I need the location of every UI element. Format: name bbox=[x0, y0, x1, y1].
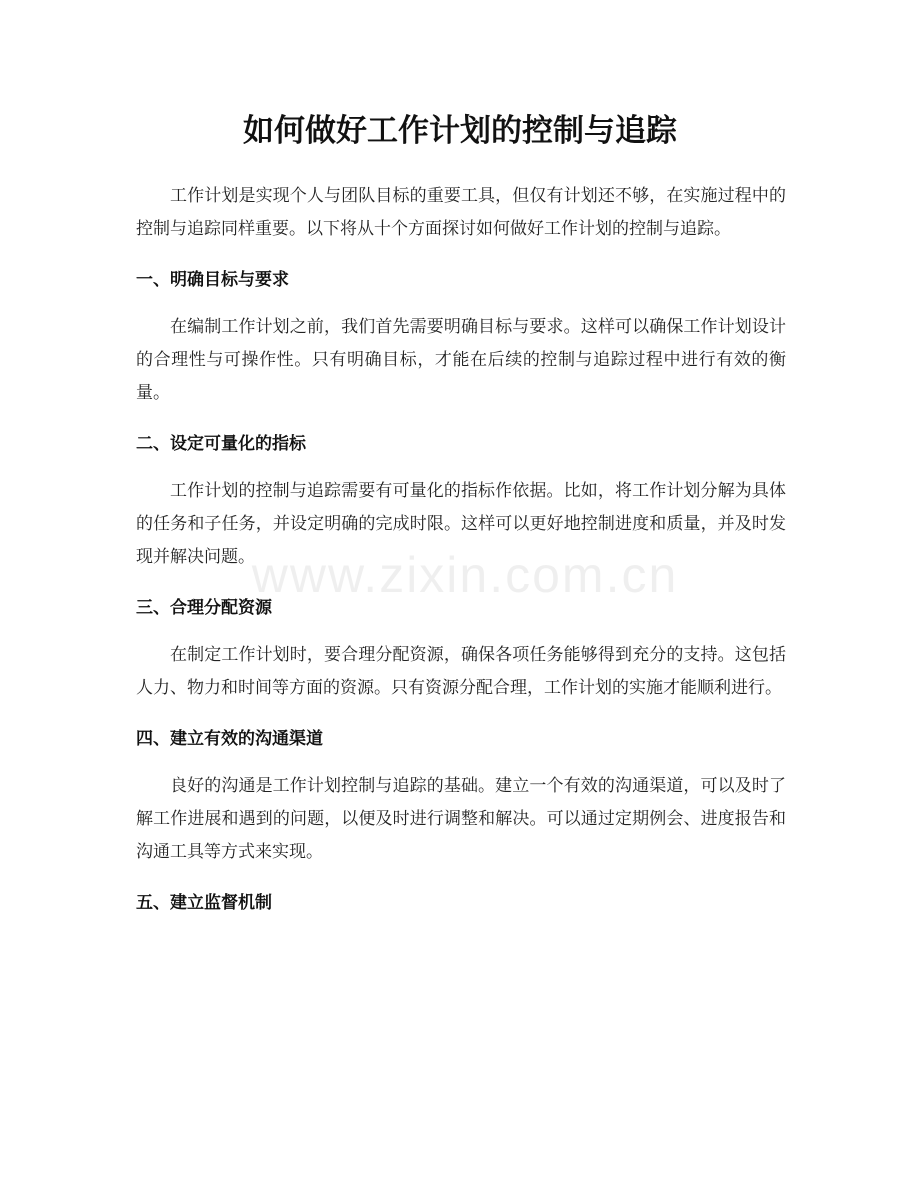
section-heading-2: 二、设定可量化的指标 bbox=[136, 434, 306, 454]
document-body bbox=[136, 180, 786, 920]
intro-paragraph: 工作计划是实现个人与团队目标的重要工具，但仅有计划还不够，在实施过程中的控制与追踪同样重要。以下将从十个方面探讨如何做好工作计划的控制与追踪。 bbox=[136, 186, 786, 239]
section-body-4: 良好的沟通是工作计划控制与追踪的基础。建立一个有效的沟通渠道，可以及时了解工作进展和遇到的问题，以便及时进行调整和解决。可以通过定期例会、进度报告和沟通工具等方式来实现。 bbox=[136, 776, 786, 862]
section-heading-3: 三、合理分配资源 bbox=[136, 598, 272, 618]
section-body-2: 工作计划的控制与追踪需要有可量化的指标作依据。比如，将工作计划分解为具体的任务和子任务，并设定明确的完成时限。这样可以更好地控制进度和质量，并及时发现并解决问题。 bbox=[136, 481, 786, 567]
section-heading-1: 一、明确目标与要求 bbox=[136, 270, 289, 290]
section-body-1: 在编制工作计划之前，我们首先需要明确目标与要求。这样可以确保工作计划设计的合理性与可操作性。只有明确目标，才能在后续的控制与追踪过程中进行有效的衡量。 bbox=[136, 317, 786, 403]
section-heading-5: 五、建立监督机制 bbox=[136, 893, 272, 913]
page-title: 如何做好工作计划的控制与追踪 bbox=[243, 113, 677, 149]
watermark: www.zixin.com.cn bbox=[251, 547, 679, 603]
section-heading-4: 四、建立有效的沟通渠道 bbox=[136, 729, 323, 749]
section-body-3: 在制定工作计划时，要合理分配资源，确保各项任务能够得到充分的支持。这包括人力、物力和时间等方面的资源。只有资源分配合理，工作计划的实施才能顺利进行。 bbox=[136, 645, 786, 698]
